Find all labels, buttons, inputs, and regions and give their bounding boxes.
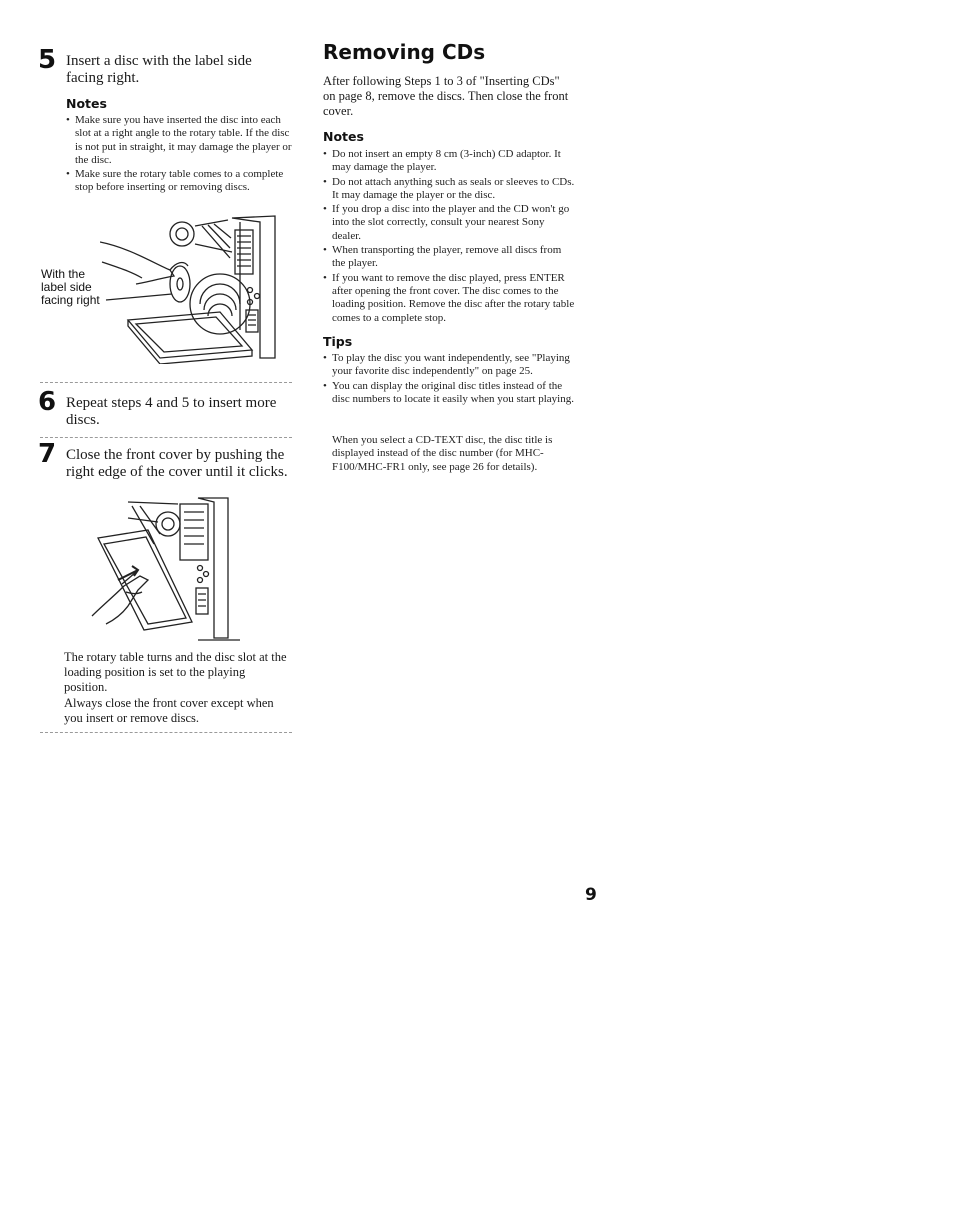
- page-number: 9: [585, 885, 597, 905]
- step-7-number: 7: [38, 439, 57, 469]
- divider: [40, 437, 292, 438]
- list-item: • Do not insert an empty 8 cm (3-inch) CD adaptor. It may damage the player.: [323, 148, 575, 175]
- list-item: • If you want to remove the disc played, press ENTER after opening the front cover. The disc comes to the loading position. Remove the disc after the rotary table comes to a complete stop.: [323, 272, 575, 325]
- intro-text: After following Steps 1 to 3 of "Inserting CDs" on page 8, remove the discs. Then close the front cover.: [323, 74, 569, 118]
- list-item: • Make sure the rotary table comes to a complete stop before inserting or removing discs.: [66, 168, 294, 195]
- step-5-number: 5: [38, 45, 57, 75]
- divider: [40, 732, 292, 733]
- step-5-text: Insert a disc with the label side facing right.: [66, 53, 252, 86]
- notes-list-right: [323, 148, 575, 326]
- insert-disc-illustration: [100, 212, 285, 364]
- notes-heading-right: Notes: [323, 129, 364, 144]
- tips-list: [323, 352, 575, 407]
- list-item: • You can display the original disc titles instead of the disc numbers to locate it easily when you start playing.: [323, 380, 575, 407]
- close-cover-reminder: Always close the front cover except when you insert or remove discs.: [64, 696, 274, 725]
- list-item: • Make sure you have inserted the disc into each slot at a right angle to the rotary table. If the disc is not put in straight, it may damage the player or the disc.: [66, 114, 294, 167]
- close-cover-illustration: [88, 494, 248, 644]
- notes-heading-left: Notes: [66, 96, 107, 111]
- figure-1-label: With the label side facing right: [41, 267, 100, 307]
- list-item: • If you drop a disc into the player and the CD won't go into the slot correctly, consult your nearest Sony dealer.: [323, 203, 575, 243]
- step-6-number: 6: [38, 387, 57, 417]
- step-6-text: Repeat steps 4 and 5 to insert more discs.: [66, 395, 277, 428]
- divider: [40, 382, 292, 383]
- list-item: • When transporting the player, remove all discs from the player.: [323, 244, 575, 271]
- tips-extra: When you select a CD-TEXT disc, the disc title is displayed instead of the disc number (for MHC-F100/MHC-FR1 only, see page 26 for details).: [332, 434, 553, 473]
- list-item: • Do not attach anything such as seals or sleeves to CDs. It may damage the player or the disc.: [323, 176, 575, 203]
- tips-heading: Tips: [323, 334, 353, 349]
- rotary-table-text: The rotary table turns and the disc slot at the loading position is set to the playing position.: [64, 650, 287, 694]
- list-item: • To play the disc you want independently, see "Playing your favorite disc independently" on page 25.: [323, 352, 575, 379]
- step-7-text: Close the front cover by pushing the right edge of the cover until it clicks.: [66, 447, 288, 480]
- notes-list-left: [66, 114, 294, 196]
- section-title: Removing CDs: [323, 40, 486, 64]
